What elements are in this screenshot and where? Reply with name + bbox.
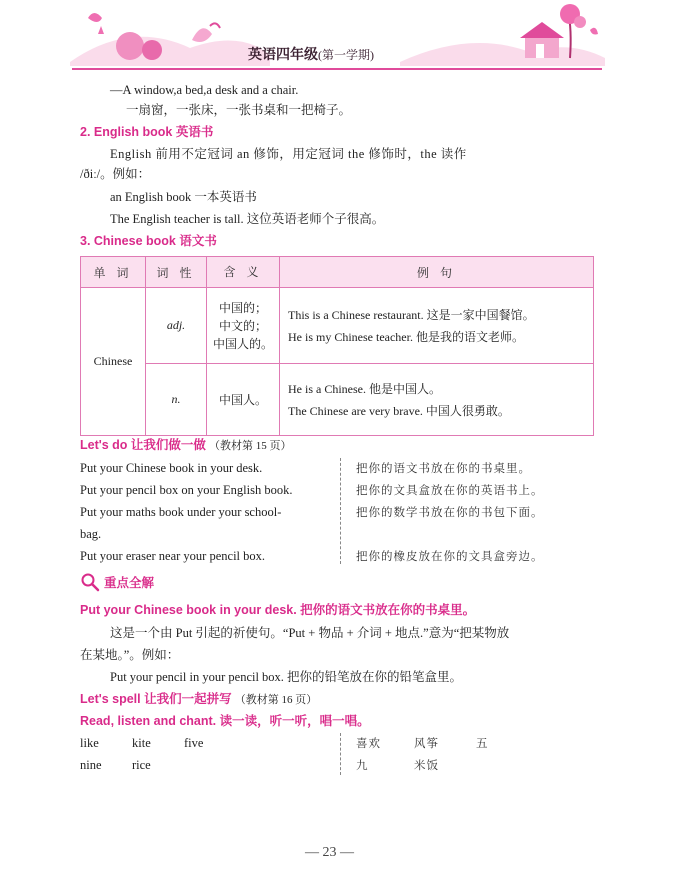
table-pos: adj.: [146, 288, 207, 364]
letsspell-subheading: Read, listen and chant. 读一读，听一听，唱一唱。: [80, 714, 370, 728]
meaning-line: 中国人的。: [212, 336, 273, 351]
magnifier-icon: [80, 572, 100, 592]
table-header-pos: 词 性: [146, 257, 207, 288]
intro-en: —A window,a bed,a desk and a chair.: [110, 83, 299, 97]
section2-example2: The English teacher is tall. 这位英语老师个子很高。: [110, 212, 385, 226]
letsdo-heading: Let's do 让我们做一做: [80, 438, 206, 452]
letsdo-zh-3: 把你的数学书放在你的书包下面。: [356, 505, 544, 519]
example-line: This is a Chinese restaurant. 这是一家中国餐馆。: [288, 307, 535, 322]
letsdo-en-5: Put your eraser near your pencil box.: [80, 549, 266, 563]
letsspell-heading-line: [80, 691, 317, 708]
header-rule: [72, 68, 602, 70]
letsdo-divider: [340, 458, 341, 564]
letsspell-heading: Let's spell 让我们一起拼写: [80, 692, 232, 706]
table-pos: n.: [146, 364, 207, 436]
section2-heading: 2. English book 英语书: [80, 125, 214, 139]
letsdo-heading-line: [80, 437, 292, 454]
spell-meaning: 五: [476, 736, 489, 750]
meaning-line: 中国的；: [218, 300, 267, 315]
meaning-line: 中文的；: [218, 318, 267, 333]
spell-word: kite: [132, 736, 151, 750]
letsdo-en-3: Put your maths book under your school-: [80, 505, 282, 519]
letsdo-en-1: Put your Chinese book in your desk.: [80, 461, 263, 475]
table-examples: [280, 288, 594, 364]
letsdo-zh-4: 把你的橡皮放在你的文具盒旁边。: [356, 549, 544, 563]
letsdo-ref: （教材第 15 页）: [209, 440, 292, 452]
table-meaning: [207, 364, 280, 436]
table-header-example: 例 句: [280, 257, 594, 288]
page-title: [248, 44, 374, 64]
keypoint-label: 重点全解: [104, 576, 155, 590]
keypoint-example: Put your pencil in your pencil box. 把你的铅笔放在你的铅笔盒里。: [110, 670, 463, 684]
letsdo-zh-2: 把你的文具盒放在你的英语书上。: [356, 483, 544, 497]
vocab-table: [80, 256, 594, 436]
header-title: 英语四年级: [248, 47, 318, 63]
table-header-meaning: 含 义: [207, 257, 280, 288]
table-row: [81, 364, 594, 436]
table-examples: [280, 364, 594, 436]
spell-meaning: 米饭: [414, 758, 439, 772]
spell-word: like: [80, 736, 99, 750]
spell-meaning: 风筝: [414, 736, 439, 750]
keypoint-para-line2: 在某地。”。例如：: [80, 648, 180, 662]
spell-word: nine: [80, 758, 102, 772]
example-line: The Chinese are very brave. 中国人很勇敢。: [288, 403, 510, 418]
table-meaning: [207, 288, 280, 364]
meaning-line: 中国人。: [218, 392, 267, 407]
table-word: Chinese: [81, 288, 146, 436]
header-subtitle: (第一学期): [318, 48, 374, 62]
example-line: He is my Chinese teacher. 他是我的语文老师。: [288, 329, 524, 344]
section2-para-line2: /ðiː/。例如：: [80, 167, 151, 181]
letsdo-zh-1: 把你的语文书放在你的书桌里。: [356, 461, 531, 475]
keypoint-heading: Put your Chinese book in your desk. 把你的语文书放在你的书桌里。: [80, 603, 476, 617]
spell-meaning: 九: [356, 758, 369, 772]
keypoint-para-line1: 这是一个由 Put 引起的祈使句。“Put + 物品 + 介词 + 地点.”意为“把某物放: [110, 626, 510, 640]
section3-heading: 3. Chinese book 语文书: [80, 234, 217, 248]
page-number: — 23 —: [305, 845, 354, 860]
section2-example1: an English book 一本英语书: [110, 190, 257, 204]
table-header-word: 单 词: [81, 257, 146, 288]
example-line: He is a Chinese. 他是中国人。: [288, 381, 441, 396]
table-header-row: [81, 257, 594, 288]
spell-word: rice: [132, 758, 151, 772]
section2-para-line1: English 前用不定冠词 an 修饰，用定冠词 the 修饰时，the 读作: [110, 147, 467, 161]
letsspell-divider: [340, 733, 341, 775]
letsdo-en-2: Put your pencil box on your English book.: [80, 483, 293, 497]
letsdo-en-4: bag.: [80, 527, 102, 541]
table-row: [81, 288, 594, 364]
letsspell-ref: （教材第 16 页）: [234, 694, 318, 706]
spell-word: five: [184, 736, 204, 750]
spell-meaning: 喜欢: [356, 736, 381, 750]
keypoint-label-row: [80, 572, 154, 592]
intro-zh: 一扇窗，一张床，一张书桌和一把椅子。: [126, 103, 352, 117]
